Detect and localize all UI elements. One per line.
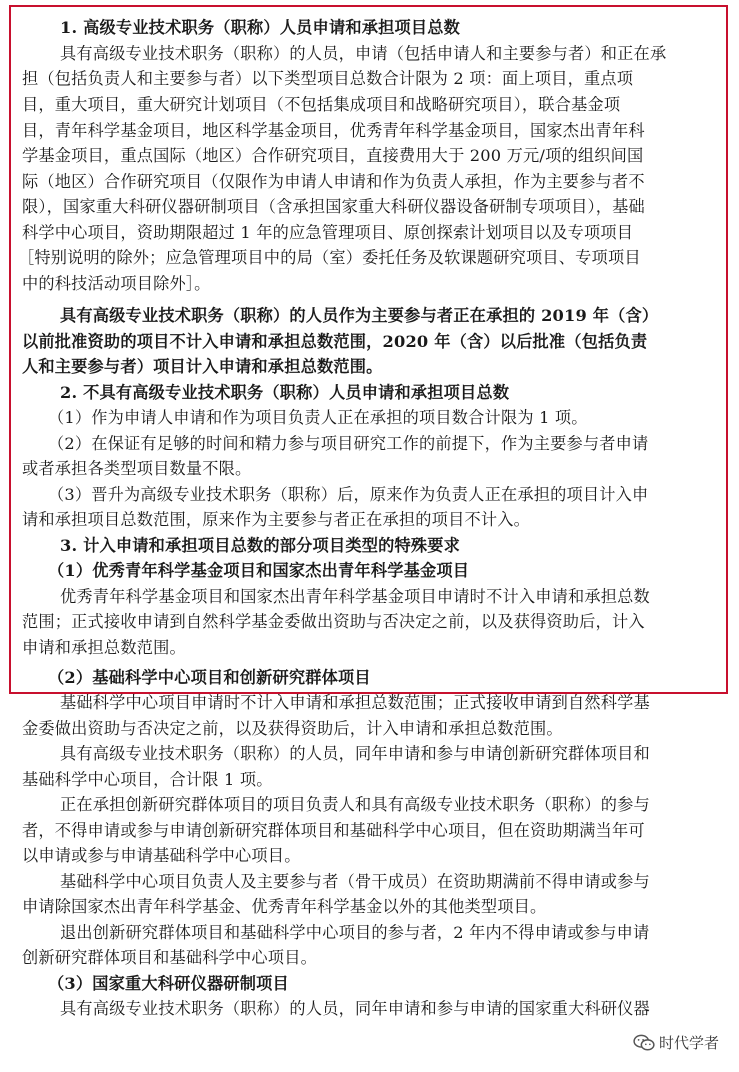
text-line: 2. 不具有高级专业技术职务（职称）人员申请和承担项目总数 bbox=[60, 383, 510, 402]
text-line: 目，重大项目，重大研究计划项目（不包括集成项目和战略研究项目），联合基金项 bbox=[22, 95, 621, 114]
text-line: 基础科学中心项目负责人及主要参与者（骨干成员）在资助期满前不得申请或参与 bbox=[60, 872, 650, 891]
text-line: （3）晋升为高级专业技术职务（职称）后，原来作为负责人正在承担的项目计入申 bbox=[48, 485, 649, 504]
text-line: 基础科学中心项目申请时不计入申请和承担总数范围；正式接收申请到自然科学基 bbox=[60, 693, 650, 712]
text-line: 具有高级专业技术职务（职称）的人员，同年申请和参与申请的国家重大科研仪器 bbox=[60, 999, 650, 1018]
text-line: 请和承担项目总数范围，原来作为主要参与者正在承担的项目不计入。 bbox=[22, 510, 531, 529]
text-line: （1）优秀青年科学基金项目和国家杰出青年科学基金项目 bbox=[48, 561, 470, 580]
text-line: 者，不得申请或参与申请创新研究群体项目和基础科学中心项目，但在资助期满当年可 bbox=[22, 821, 645, 840]
text-line: 申请和承担总数范围。 bbox=[22, 638, 186, 657]
watermark bbox=[629, 1031, 723, 1054]
text-line: 限），国家重大科研仪器研制项目（含承担国家重大科研仪器设备研制专项项目），基础 bbox=[22, 197, 645, 216]
text-line: 目，青年科学基金项目，地区科学基金项目，优秀青年科学基金项目，国家杰出青年科 bbox=[22, 121, 645, 140]
text-line: 或者承担各类型项目数量不限。 bbox=[22, 459, 252, 478]
text-line: 1. 高级专业技术职务（职称）人员申请和承担项目总数 bbox=[60, 18, 461, 37]
text-line: 3. 计入申请和承担项目总数的部分项目类型的特殊要求 bbox=[60, 536, 461, 555]
text-line: 具有高级专业技术职务（职称）的人员，同年申请和参与申请创新研究群体项目和 bbox=[60, 744, 650, 763]
text-line: 以前批准资助的项目不计入申请和承担总数范围，2020 年（含）以后批准（包括负责 bbox=[22, 332, 648, 351]
text-line: 中的科技活动项目除外］。 bbox=[22, 274, 211, 293]
watermark-text: 时代学者 bbox=[658, 1034, 719, 1052]
text-line: 创新研究群体项目和基础科学中心项目。 bbox=[22, 948, 317, 967]
text-line: 正在承担创新研究群体项目的项目负责人和具有高级专业技术职务（职称）的参与 bbox=[60, 795, 650, 814]
text-line: 范围；正式接收申请到自然科学基金委做出资助与否决定之前，以及获得资助后，计入 bbox=[22, 612, 645, 631]
text-line: 优秀青年科学基金项目和国家杰出青年科学基金项目申请时不计入申请和承担总数 bbox=[60, 587, 650, 606]
text-line: 具有高级专业技术职务（职称）的人员，申请（包括申请人和主要参与者）和正在承 bbox=[60, 44, 667, 63]
text-line: （2）基础科学中心项目和创新研究群体项目 bbox=[48, 668, 371, 687]
text-line: ［特别说明的除外；应急管理项目中的局（室）委托任务及软课题研究项目、专项项目 bbox=[18, 248, 641, 267]
text-line: （1）作为申请人申请和作为项目负责人正在承担的项目数合计限为 1 项。 bbox=[48, 408, 588, 427]
text-line: 科学中心项目，资助期限超过 1 年的应急管理项目、原创探索计划项目以及专项项目 bbox=[22, 223, 634, 242]
text-line: 退出创新研究群体项目和基础科学中心项目的参与者，2 年内不得申请或参与申请 bbox=[60, 923, 650, 942]
text-line: 基础科学中心项目，合计限 1 项。 bbox=[22, 770, 273, 789]
text-line: 具有高级专业技术职务（职称）的人员作为主要参与者正在承担的 2019 年（含） bbox=[60, 306, 659, 325]
text-line: 人和主要参与者）项目计入申请和承担总数范围。 bbox=[22, 357, 383, 376]
text-line: 学基金项目，重点国际（地区）合作研究项目，直接费用大于 200 万元/项的组织间国 bbox=[22, 146, 644, 165]
text-line: 担（包括负责人和主要参与者）以下类型项目总数合计限为 2 项：面上项目，重点项 bbox=[22, 69, 634, 88]
text-line: 以申请或参与申请基础科学中心项目。 bbox=[22, 846, 301, 865]
text-line: （3）国家重大科研仪器研制项目 bbox=[48, 974, 289, 993]
text-line: （2）在保证有足够的时间和精力参与项目研究工作的前提下，作为主要参与者申请 bbox=[48, 434, 649, 453]
text-line: 际（地区）合作研究项目（仅限作为申请人申请和作为负责人承担，作为主要参与者不 bbox=[22, 172, 645, 191]
text-line: 申请除国家杰出青年科学基金、优秀青年科学基金以外的其他类型项目。 bbox=[22, 897, 547, 916]
text-line: 金委做出资助与否决定之前，以及获得资助后，计入申请和承担总数范围。 bbox=[22, 719, 563, 738]
wechat-icon bbox=[633, 1034, 655, 1052]
